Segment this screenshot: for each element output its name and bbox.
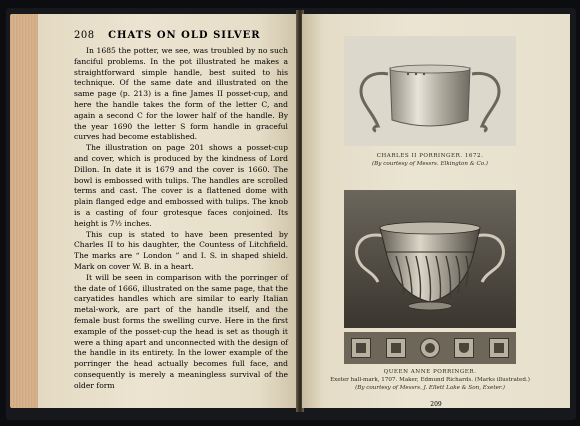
hallmarks-strip [344, 332, 516, 364]
paragraph-4: It will be seen in comparison with the porringer of the date of 1666, illustrated on the same page, that the caryatides handles which are similar to early Italian metal-work, are part of the handle itself, and the female bust forms the swelling curve. Here in the first example of the posset-cup the head is set as though it were a thing apart and unconnected with the design of the handle in its entirety. In the lower example of the porringer the head actually becomes full face, and consequently is merely a meaningless survival of the older form [74, 272, 288, 390]
hallmark-lions-head [489, 338, 509, 358]
page-edges [10, 14, 38, 408]
top-plate-caption [320, 152, 540, 168]
queen-anne-porringer-photo [344, 190, 516, 328]
hallmark-makers-mark [351, 338, 371, 358]
paragraph-3: This cup is stated to have been presented by Charles II to his daughter, the Countess of Litchfield. The marks are “ London ” and I. S. in shaped shield. Mark on cover W. B. in a heart. [74, 229, 288, 271]
hallmark-britannia [386, 338, 406, 358]
bottom-plate-caption [316, 368, 544, 392]
paragraph-2: The illustration on page 201 shows a posset-cup and cover, which is produced by the kindness of Lord Dillon. In date it is 1679 and the cover is 1660. The bowl is embossed with tulips. The handles are scrolled terms and cast. The cover is a flattened dome with plain flanged edge and embossed with tulips. The knob is a casting of four grotesque faces conjoined. Its height is 7½ inches. [74, 143, 288, 228]
bottom-plate-title: QUEEN ANNE PORRINGER. [383, 369, 477, 375]
top-plate-credit: (By courtesy of Messrs. Elkington & Co.) [372, 161, 488, 167]
hallmark-date-letter [420, 338, 440, 358]
bottom-plate-credit: (By courtesy of Messrs. J. Ellett Lake & Son, Exeter.) [355, 385, 505, 391]
charles-ii-porringer-photo [344, 36, 516, 146]
paragraph-1: In 1685 the potter, we see, was troubled by no such fanciful problems. In the pot illustrated he makes a straightforward simple handle, best suited to his technique. Of the same date and illustrated on the same page (p. 213) is a fine James II posset-cup, and here the handle takes the form of the letter C, and again a second C for the lower half of the handle. By the year 1690 the letter S form handle in graceful curves had become established. [74, 46, 288, 142]
bottom-plate-hallmark-note: Exeter hall-mark, 1707. Maker, Edmund Richards. (Marks illustrated.) [330, 377, 530, 383]
running-title: CHATS ON OLD SILVER [108, 30, 261, 41]
right-page-number: 209 [430, 401, 442, 408]
top-plate-title: CHARLES II PORRINGER. 1672. [376, 153, 484, 159]
hallmark-town-shield [454, 338, 474, 358]
body-text [74, 46, 288, 392]
running-head [74, 30, 288, 41]
left-page-number: 208 [74, 30, 95, 41]
